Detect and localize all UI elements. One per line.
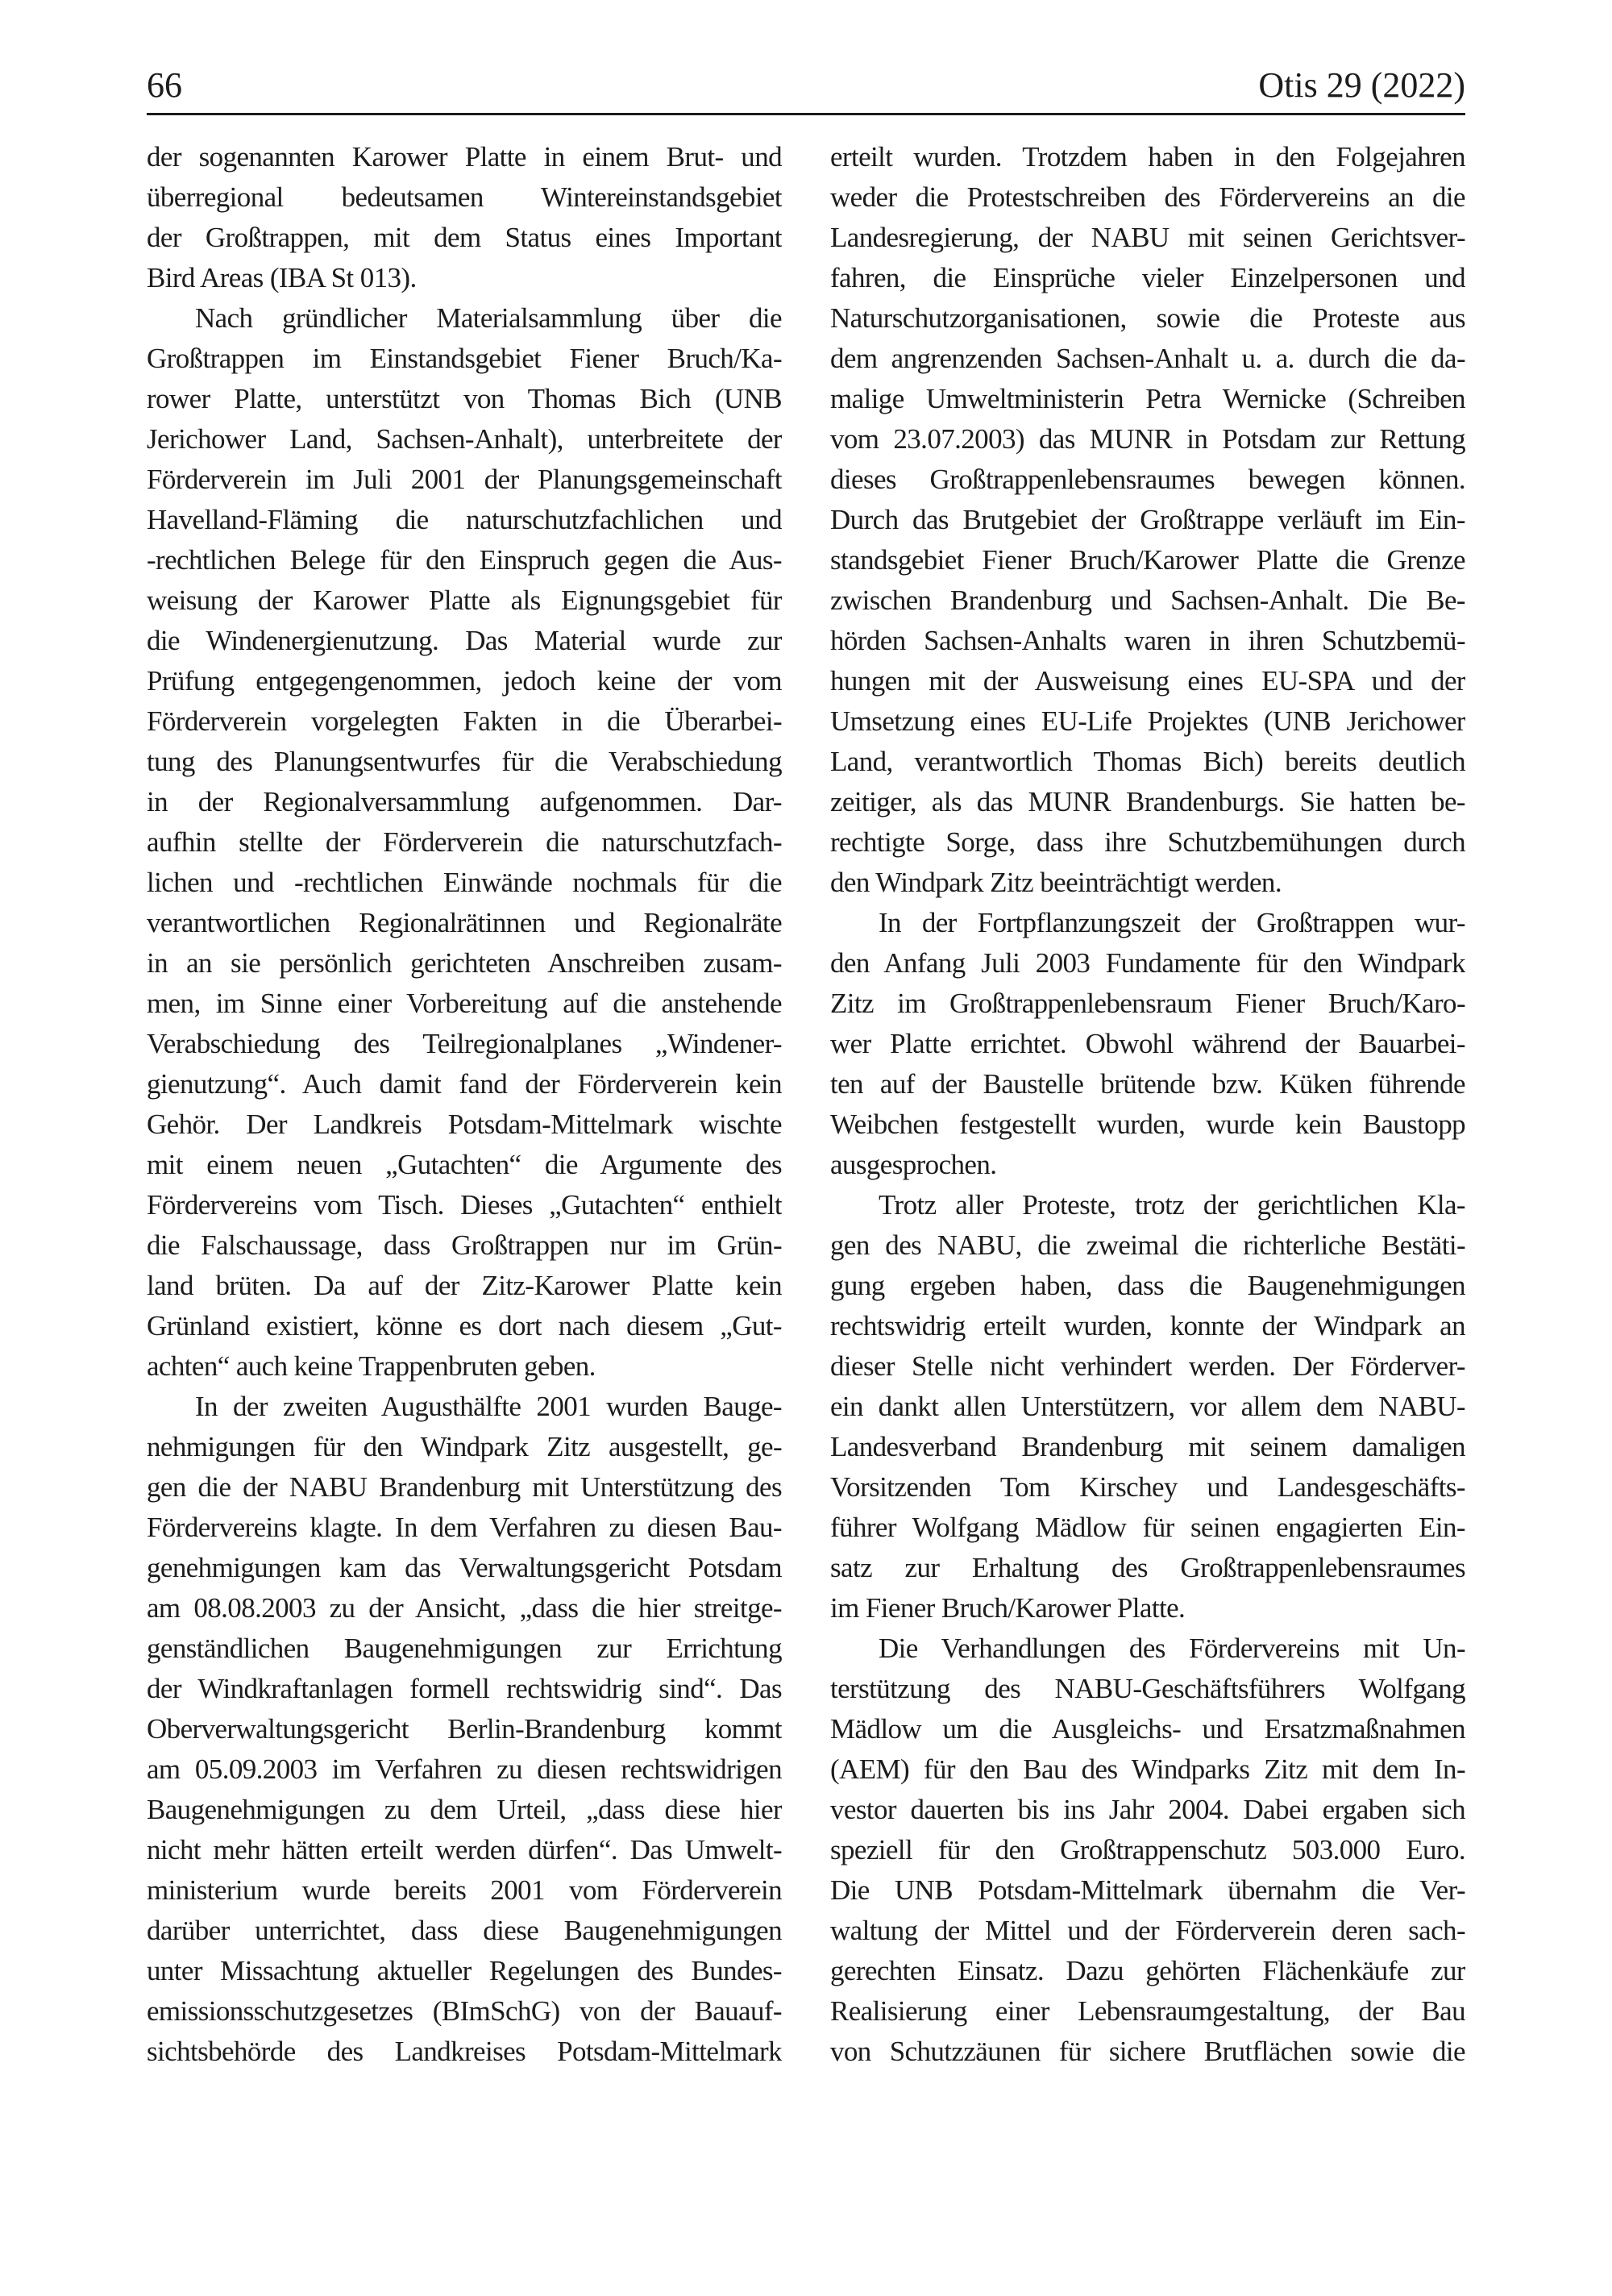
text-line: -rechtlichen Belege für den Einspruch gegen die Aus-: [147, 544, 782, 576]
text-line: dieser Stelle nicht verhindert werden. Der Förderver-: [830, 1350, 1465, 1382]
text-line: Realisierung einer Lebensraumgestaltung, der Bau: [830, 1995, 1465, 2027]
text-line: Trotz aller Proteste, trotz der gerichtlichen Kla-: [879, 1189, 1465, 1221]
text-line: in der Regionalversammlung aufgenommen. Dar-: [147, 786, 782, 817]
text-line: rechtswidrig erteilt wurden, konnte der Windpark an: [830, 1310, 1465, 1341]
text-line: Nach gründlicher Materialsammlung über die: [195, 302, 782, 334]
text-line: waltung der Mittel und der Förderverein deren sach-: [830, 1915, 1465, 1946]
text-line: hörden Sachsen-Anhalts waren in ihren Schutzbemü-: [830, 625, 1465, 656]
text-line: in an sie persönlich gerichteten Anschreiben zusam-: [147, 947, 782, 979]
text-line: rechtigte Sorge, dass ihre Schutzbemühungen durch: [830, 826, 1465, 858]
text-line: standsgebiet Fiener Bruch/Karower Platte die Grenze: [830, 544, 1465, 576]
text-line: aufhin stellte der Förderverein die naturschutzfach-: [147, 826, 782, 858]
text-line: Baugenehmigungen zu dem Urteil, „dass diese hier: [147, 1794, 782, 1825]
text-line: rower Platte, unterstützt von Thomas Bich (UNB: [147, 383, 782, 414]
text-line: den Anfang Juli 2003 Fundamente für den Windpark: [830, 947, 1465, 979]
running-header: [147, 61, 1465, 114]
text-line: gen die der NABU Brandenburg mit Unterstützung des: [147, 1471, 782, 1503]
text-line: Landesregierung, der NABU mit seinen Gerichtsver-: [830, 222, 1465, 253]
text-line: sichtsbehörde des Landkreises Potsdam-Mittelmark: [147, 2036, 782, 2067]
text-line: erteilt wurden. Trotzdem haben in den Folgejahren: [830, 141, 1465, 173]
text-line: tung des Planungsentwurfes für die Verabschiedung: [147, 746, 782, 777]
text-line: terstützung des NABU-Geschäftsführers Wolfgang: [830, 1673, 1465, 1704]
text-line: unter Missachtung aktueller Regelungen des Bundes-: [147, 1955, 782, 1986]
journal-reference: Otis 29 (2022): [1258, 65, 1465, 105]
text-line: am 08.08.2003 zu der Ansicht, „dass die hier streitge-: [147, 1592, 782, 1624]
text-line: den Windpark Zitz beeinträchtigt werden.: [830, 867, 1282, 898]
text-line: Förderverein im Juli 2001 der Planungsgemeinschaft: [147, 464, 782, 495]
text-line: Mädlow um die Ausgleichs- und Ersatzmaßnahmen: [830, 1713, 1465, 1745]
text-line: Verabschiedung des Teilregionalplanes „Windener-: [147, 1028, 782, 1059]
text-column-left: [147, 137, 782, 2072]
text-line: malige Umweltministerin Petra Wernicke (Schreiben: [830, 383, 1465, 414]
text-line: weder die Protestschreiben des Fördervereins an die: [830, 181, 1465, 213]
text-line: Land, verantwortlich Thomas Bich) bereits deutlich: [830, 746, 1465, 777]
text-line: der Windkraftanlagen formell rechtswidrig sind“. Das: [147, 1673, 782, 1704]
text-line: Naturschutzorganisationen, sowie die Proteste aus: [830, 302, 1465, 334]
text-line: nicht mehr hätten erteilt werden dürfen“. Das Umwelt-: [147, 1834, 782, 1866]
text-line: Bird Areas (IBA St 013).: [147, 262, 417, 293]
text-line: gerechten Einsatz. Dazu gehörten Flächenkäufe zur: [830, 1955, 1465, 1986]
page-number: 66: [147, 65, 182, 105]
header-rule-divider: [147, 113, 1465, 115]
text-line: lichen und -rechtlichen Einwände nochmals für die: [147, 867, 782, 898]
text-line: Weibchen festgestellt wurden, wurde kein Baustopp: [830, 1108, 1465, 1140]
text-line: Durch das Brutgebiet der Großtrappe verläuft im Ein-: [830, 504, 1465, 535]
text-line: vestor dauerten bis ins Jahr 2004. Dabei ergaben sich: [830, 1794, 1465, 1825]
text-line: weisung der Karower Platte als Eignungsgebiet für: [147, 584, 782, 616]
text-line: Fördervereins vom Tisch. Dieses „Gutachten“ enthielt: [147, 1189, 782, 1221]
text-line: Förderverein vorgelegten Fakten in die Überarbei-: [147, 705, 782, 737]
text-line: speziell für den Großtrappenschutz 503.000 Euro.: [830, 1834, 1465, 1866]
text-line: gienutzung“. Auch damit fand der Förderverein kein: [147, 1068, 782, 1100]
text-line: gen des NABU, die zweimal die richterliche Bestäti-: [830, 1229, 1465, 1261]
text-line: land brüten. Da auf der Zitz-Karower Platte kein: [147, 1270, 782, 1301]
text-line: Zitz im Großtrappenlebensraum Fiener Bruch/Karo-: [830, 988, 1465, 1019]
text-line: Oberverwaltungsgericht Berlin-Brandenburg kommt: [147, 1713, 782, 1745]
text-line: von Schutzzäunen für sichere Brutflächen sowie die: [830, 2036, 1465, 2067]
text-line: verantwortlichen Regionalrätinnen und Regionalräte: [147, 907, 782, 938]
text-line: nehmigungen für den Windpark Zitz ausgestellt, ge-: [147, 1431, 782, 1462]
text-line: vom 23.07.2003) das MUNR in Potsdam zur Rettung: [830, 423, 1465, 455]
text-line: Fördervereins klagte. In dem Verfahren zu diesen Bau-: [147, 1512, 782, 1543]
text-line: der sogenannten Karower Platte in einem Brut- und: [147, 141, 782, 173]
text-line: Jerichower Land, Sachsen-Anhalt), unterbreitete der: [147, 423, 782, 455]
text-line: mit einem neuen „Gutachten“ die Argumente des: [147, 1149, 782, 1180]
text-line: In der Fortpflanzungszeit der Großtrappen wur-: [879, 907, 1465, 938]
text-line: im Fiener Bruch/Karower Platte.: [830, 1592, 1186, 1624]
text-line: genständlichen Baugenehmigungen zur Errichtung: [147, 1633, 782, 1664]
text-line: ausgesprochen.: [830, 1149, 997, 1180]
text-line: Havelland-Fläming die naturschutzfachlichen und: [147, 504, 782, 535]
text-line: führer Wolfgang Mädlow für seinen engagierten Ein-: [830, 1512, 1465, 1543]
text-line: Umsetzung eines EU-Life Projektes (UNB Jerichower: [830, 705, 1465, 737]
text-line: Landesverband Brandenburg mit seinem damaligen: [830, 1431, 1465, 1462]
text-line: (AEM) für den Bau des Windparks Zitz mit dem In-: [830, 1753, 1465, 1785]
text-line: satz zur Erhaltung des Großtrappenlebensraumes: [830, 1552, 1465, 1583]
text-line: zwischen Brandenburg und Sachsen-Anhalt. Die Be-: [830, 584, 1465, 616]
text-line: der Großtrappen, mit dem Status eines Important: [147, 222, 782, 253]
text-line: In der zweiten Augusthälfte 2001 wurden Bauge-: [195, 1391, 782, 1422]
text-line: am 05.09.2003 im Verfahren zu diesen rechtswidrigen: [147, 1753, 782, 1785]
text-column-right: [830, 137, 1465, 2072]
text-line: ten auf der Baustelle brütende bzw. Küken führende: [830, 1068, 1465, 1100]
text-line: dem angrenzenden Sachsen-Anhalt u. a. durch die da-: [830, 343, 1465, 374]
text-line: die Windenergienutzung. Das Material wurde zur: [147, 625, 782, 656]
text-line: gung ergeben haben, dass die Baugenehmigungen: [830, 1270, 1465, 1301]
text-line: wer Platte errichtet. Obwohl während der Bauarbei-: [830, 1028, 1465, 1059]
text-line: ein dankt allen Unterstützern, vor allem dem NABU-: [830, 1391, 1465, 1422]
text-line: fahren, die Einsprüche vieler Einzelpersonen und: [830, 262, 1465, 293]
text-line: Prüfung entgegengenommen, jedoch keine der vom: [147, 665, 782, 697]
text-line: Großtrappen im Einstandsgebiet Fiener Bruch/Ka-: [147, 343, 782, 374]
text-line: emissionsschutzgesetzes (BImSchG) von der Bauauf-: [147, 1995, 782, 2027]
text-line: darüber unterrichtet, dass diese Baugenehmigungen: [147, 1915, 782, 1946]
text-line: Grünland existiert, könne es dort nach diesem „Gut-: [147, 1310, 782, 1341]
text-line: die Falschaussage, dass Großtrappen nur im Grün-: [147, 1229, 782, 1261]
text-line: Gehör. Der Landkreis Potsdam-Mittelmark wischte: [147, 1108, 782, 1140]
text-line: achten“ auch keine Trappenbruten geben.: [147, 1350, 596, 1382]
text-line: Die UNB Potsdam-Mittelmark übernahm die Ver-: [830, 1874, 1465, 1906]
text-line: dieses Großtrappenlebensraumes bewegen können.: [830, 464, 1465, 495]
text-line: überregional bedeutsamen Wintereinstandsgebiet: [147, 181, 782, 213]
text-line: Vorsitzenden Tom Kirschey und Landesgeschäfts-: [830, 1471, 1465, 1503]
text-line: zeitiger, als das MUNR Brandenburgs. Sie hatten be-: [830, 786, 1465, 817]
text-line: hungen mit der Ausweisung eines EU-SPA und der: [830, 665, 1465, 697]
text-line: Die Verhandlungen des Fördervereins mit Un-: [879, 1633, 1465, 1664]
text-line: men, im Sinne einer Vorbereitung auf die anstehende: [147, 988, 782, 1019]
text-line: genehmigungen kam das Verwaltungsgericht Potsdam: [147, 1552, 782, 1583]
text-line: ministerium wurde bereits 2001 vom Förderverein: [147, 1874, 782, 1906]
